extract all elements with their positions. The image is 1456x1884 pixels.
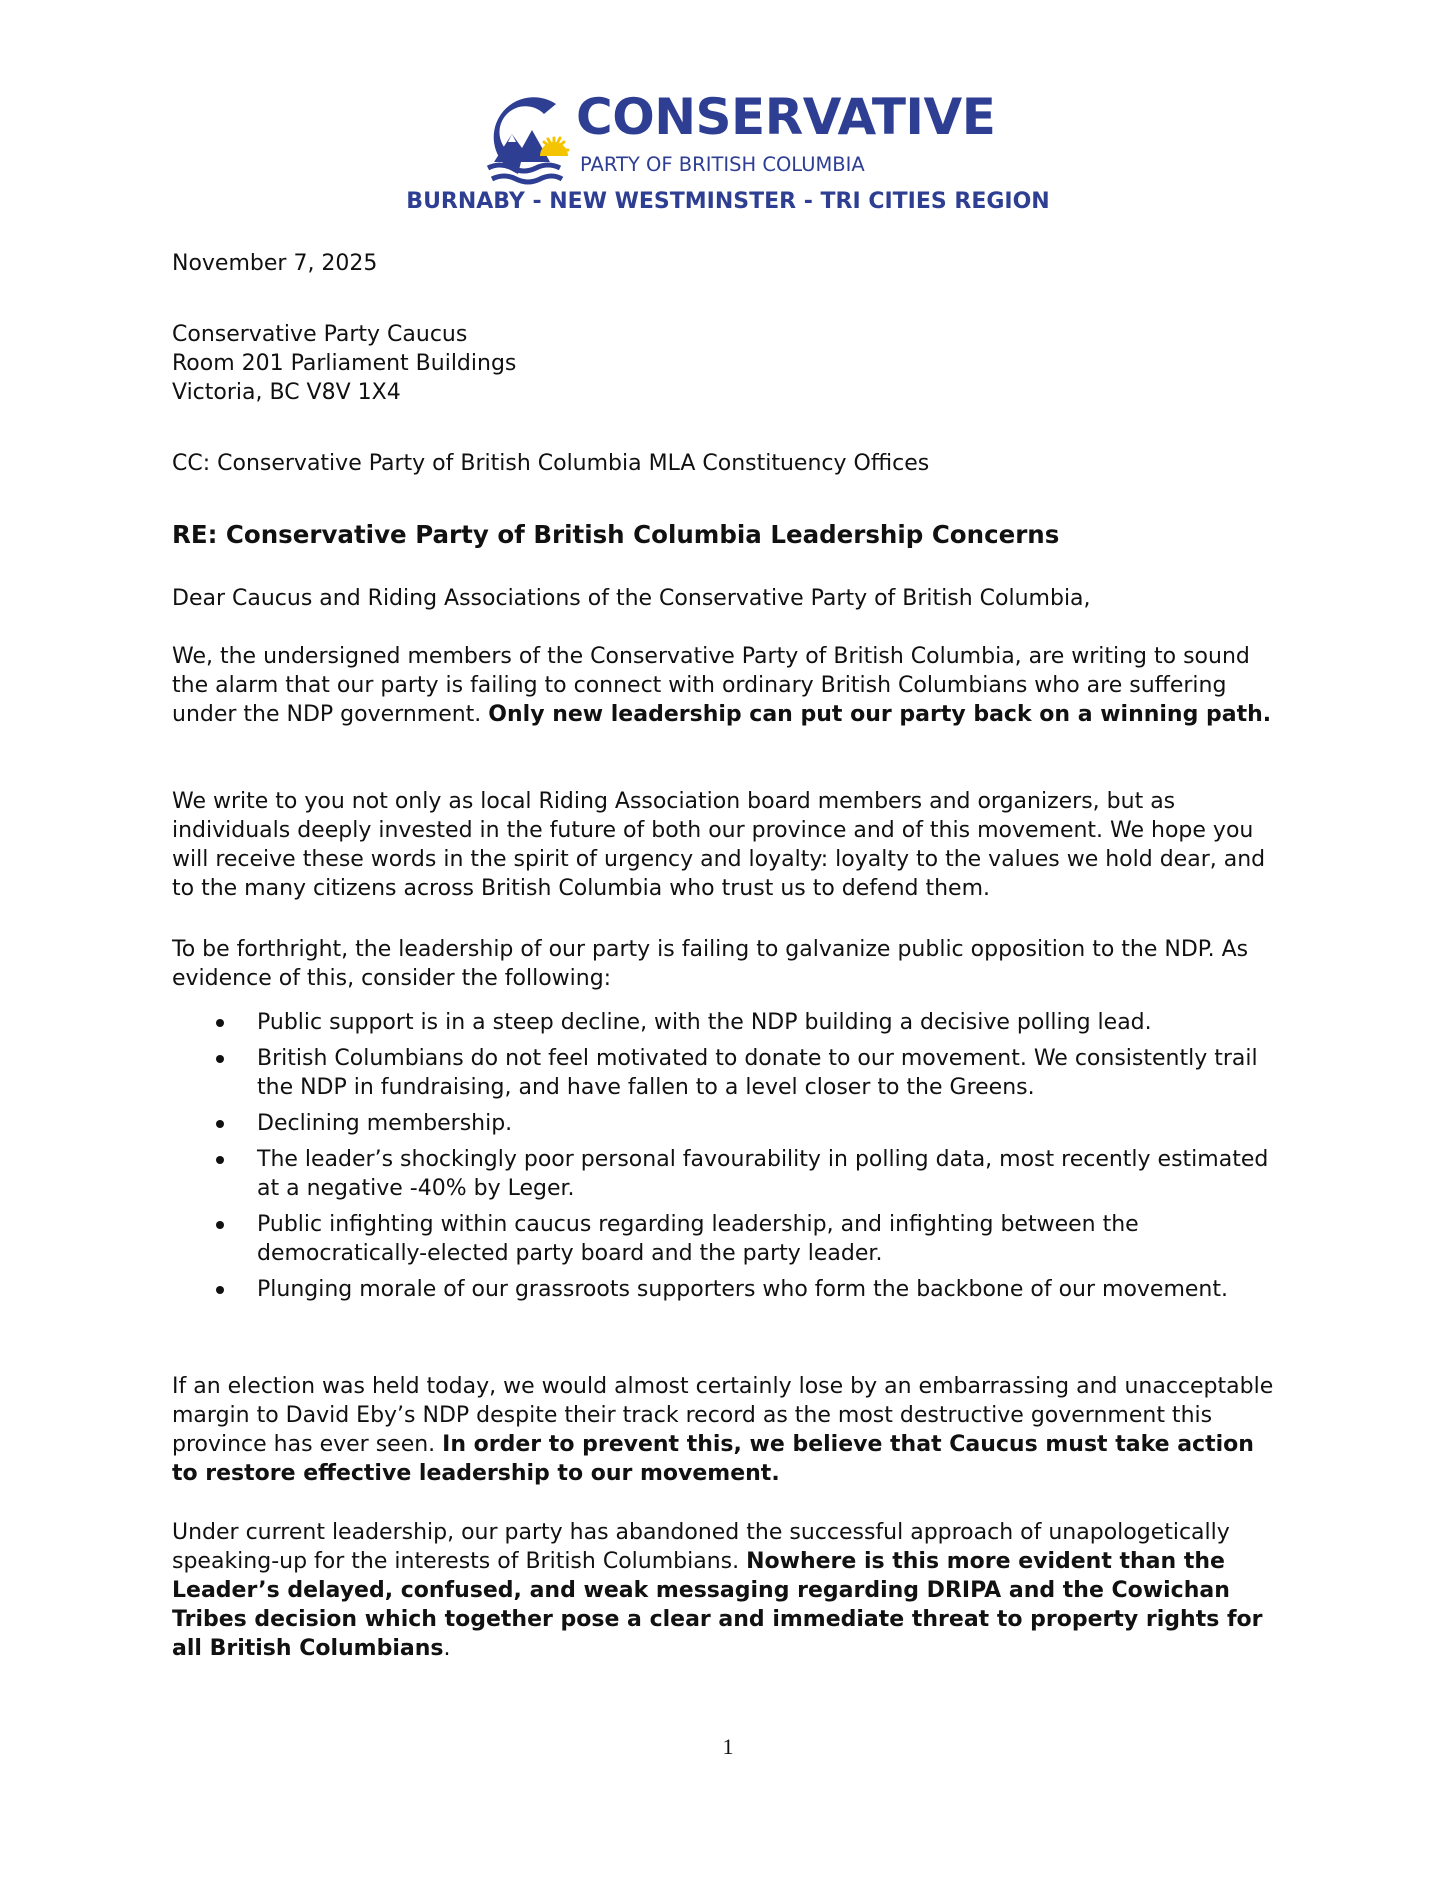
list-item: Public infighting within caucus regarding leadership, and infighting between the democratically-elected party board and the party leader. bbox=[172, 1210, 1284, 1268]
paragraph-text: We, the undersigned members of the Conservative Party of British Columbia, are writing to sound the alarm that our party is failing to connect with ordinary British Columbians who are suffering under the NDP government. bbox=[172, 644, 1250, 727]
party-wordmark: CONSERVATIVE bbox=[576, 88, 996, 146]
subject-line: RE: Conservative Party of British Columbia Leadership Concerns bbox=[172, 520, 1060, 549]
letterhead bbox=[0, 78, 1456, 228]
region-heading: BURNABY - NEW WESTMINSTER - TRI CITIES REGION bbox=[406, 189, 1050, 214]
page-number: 1 bbox=[722, 1734, 734, 1759]
salutation: Dear Caucus and Riding Associations of the Conservative Party of British Columbia, bbox=[172, 586, 1091, 611]
letter-date: November 7, 2025 bbox=[172, 251, 378, 276]
paragraph-bold-text: Nowhere is this more evident than the Leader’s delayed, confused, and weak messaging regarding DRIPA and the Cowichan Tribes decision which together pose a clear and immediate threat to property rights for all British Columbians bbox=[172, 1549, 1263, 1661]
paragraph-tail: . bbox=[443, 1636, 451, 1661]
party-logo-icon bbox=[478, 84, 572, 190]
recipient-address bbox=[172, 320, 1284, 407]
recipient-line: Room 201 Parliament Buildings bbox=[172, 351, 517, 376]
party-subtitle: PARTY OF BRITISH COLUMBIA bbox=[580, 153, 865, 176]
evidence-list bbox=[172, 1008, 1284, 1311]
list-item: The leader’s shockingly poor personal favourability in polling data, most recently estimated at a negative -40% by Leger. bbox=[172, 1145, 1284, 1203]
cc-line: CC: Conservative Party of British Columbia MLA Constituency Offices bbox=[172, 451, 930, 476]
paragraph-bold-text: Only new leadership can put our party back on a winning path. bbox=[488, 702, 1272, 727]
paragraph bbox=[172, 1518, 1284, 1663]
paragraph bbox=[172, 642, 1284, 729]
recipient-line: Victoria, BC V8V 1X4 bbox=[172, 380, 401, 405]
list-item: Plunging morale of our grassroots supporters who form the backbone of our movement. bbox=[172, 1275, 1284, 1304]
paragraph-text: Under current leadership, our party has abandoned the successful approach of unapologetically speaking-up for the interests of British Columbians. bbox=[172, 1520, 1230, 1574]
paragraph-text: If an election was held today, we would almost certainly lose by an embarrassing and unacceptable margin to David Eby’s NDP despite their track record as the most destructive government this province has ever seen. bbox=[172, 1374, 1274, 1457]
recipient-line: Conservative Party Caucus bbox=[172, 322, 468, 347]
paragraph bbox=[172, 1372, 1284, 1488]
evidence-intro: To be forthright, the leadership of our party is failing to galvanize public opposition to the NDP. As evidence of this, consider the following: bbox=[172, 937, 1249, 991]
list-item: Public support is in a steep decline, with the NDP building a decisive polling lead. bbox=[172, 1008, 1284, 1037]
paragraph-bold-text: In order to prevent this, we believe that Caucus must take action to restore effective leadership to our movement. bbox=[172, 1432, 1254, 1486]
paragraph: We write to you not only as local Riding Association board members and organizers, but as individuals deeply invested in the future of both our province and of this movement. We hope you will receive these words in the spirit of urgency and loyalty: loyalty to the values we hold dear, and to the many citizens across British Columbia who trust us to defend them. bbox=[172, 789, 1266, 901]
list-item: Declining membership. bbox=[172, 1109, 1284, 1138]
list-item: British Columbians do not feel motivated to donate to our movement. We consistently trail the NDP in fundraising, and have fallen to a level closer to the Greens. bbox=[172, 1044, 1284, 1102]
